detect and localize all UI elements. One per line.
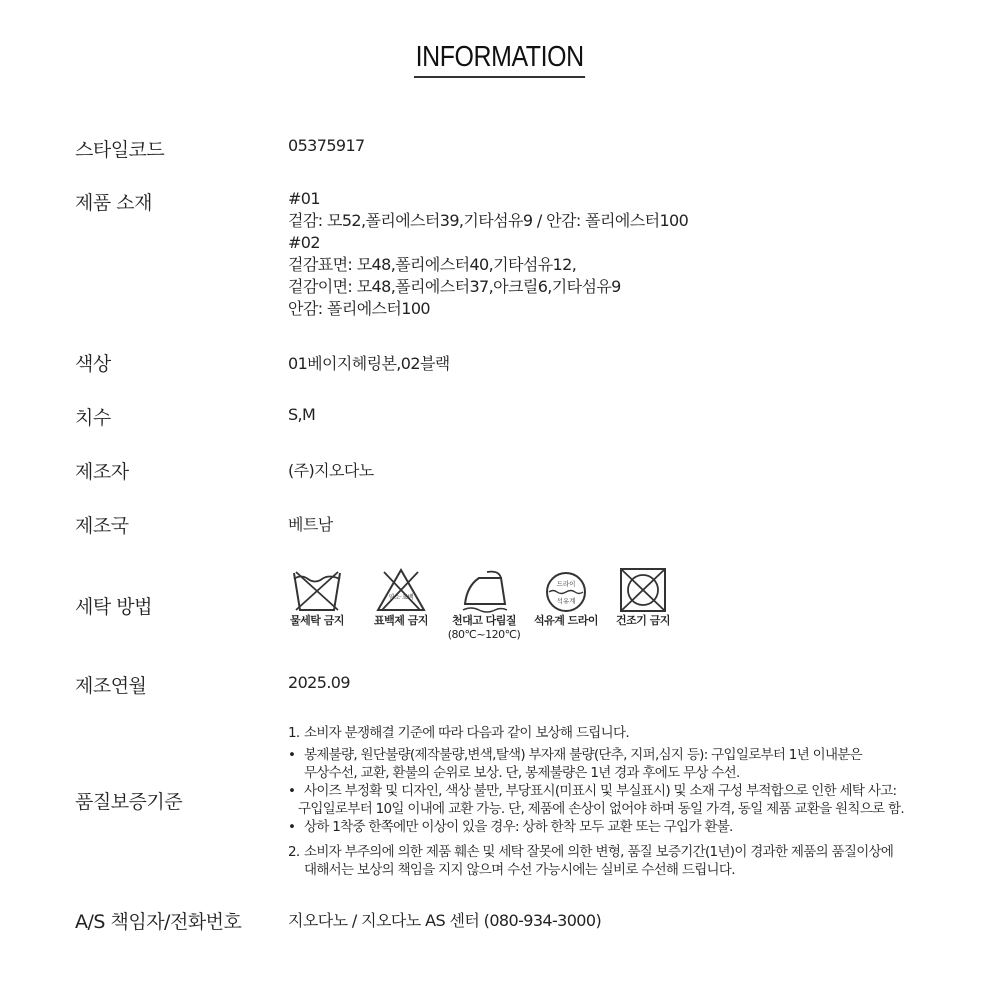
dry-clean-bottom-text: 석유계 [556,597,576,605]
no-wash-icon [290,566,344,614]
as-value: 지오다노 / 지오다노 AS 센터 (080-934-3000) [288,911,602,930]
warranty-line: 봉제불량, 원단불량(제작불량,변색,탈색) 부자재 불량(단추, 지퍼,심지 등): 구입일로부터 1년 이내분은 [304,747,862,763]
material-label: 제품 소재 [75,192,152,214]
page-title: INFORMATION [414,40,585,78]
country-label: 제조국 [75,515,129,537]
warranty-item [288,818,968,836]
care-item-no-wash [276,566,358,648]
style-code-label: 스타일코드 [75,139,165,161]
care-sub-text: (80℃~120℃) [447,628,521,641]
color-label: 색상 [75,353,111,375]
warranty-line: 소비자 부주의에 의한 제품 훼손 및 세탁 잘못에 의한 변형, 품질 보증기간(1년)이 경과한 제품의 품질이상에 [304,844,894,860]
country-value: 베트남 [288,515,333,534]
care-label-text: 석유계 드라이 [533,614,599,627]
warranty-line: 대해서는 보상의 책임을 지지 않으며 수선 가능시에는 실비로 수선해 드립니다. [304,862,735,878]
care-label-text: 표백제 금지 [374,614,428,627]
warranty-text [288,724,968,879]
no-bleach-icon [374,566,428,614]
care-icons [282,566,702,648]
warranty-marker: • [288,747,296,763]
warranty-line: 구입일로부터 10일 이내에 교환 가능. 단, 제품에 손상이 없어야 하며 동일 가격, 동일 제품 교환을 원칙으로 함. [298,801,904,817]
size-label: 치수 [75,407,111,429]
page-title-wrap [0,40,1000,78]
warranty-line: 무상수선, 교환, 환불의 순위로 보상. 단, 봉제불량은 1년 경과 후에도 무상 수선. [304,765,740,781]
dry-clean-top-text: 드라이 [556,580,576,588]
no-bleach-inner-text: 염소·표백 [388,594,414,601]
size-value: S,M [288,405,316,424]
warranty-line: 소비자 분쟁해결 기준에 따라 다음과 같이 보상해 드립니다. [304,725,629,741]
warranty-marker: 1. [288,725,300,741]
warranty-marker: • [288,783,296,799]
warranty-label: 품질보증기준 [75,791,183,813]
no-tumble-dry-icon [616,566,670,614]
warranty-marker: • [288,819,296,835]
iron-icon [457,566,511,614]
dry-clean-icon [539,566,593,614]
material-line: #02 [288,233,320,252]
maker-label: 제조자 [75,461,129,483]
color-value: 01베이지헤링본,02블랙 [288,354,450,373]
material-line: 겉감이면: 모48,폴리에스터37,아크릴6,기타섬유9 [288,277,621,296]
style-code-value: 05375917 [288,136,365,155]
care-label: 세탁 방법 [75,596,152,618]
care-label-text: 천대고 다림질 [451,614,517,627]
date-label: 제조연월 [75,675,147,697]
date-value: 2025.09 [288,673,350,692]
care-item-no-bleach [360,566,442,648]
care-item-dry-clean [525,566,607,648]
care-item-iron [443,566,525,648]
care-item-no-tumble-dry [602,566,684,648]
warranty-item [288,843,968,879]
warranty-item [288,724,968,742]
material-line: 겉감: 모52,폴리에스터39,기타섬유9 / 안감: 폴리에스터100 [288,211,689,230]
as-label: A/S 책임자/전화번호 [75,911,242,933]
material-line: #01 [288,189,320,208]
warranty-line: 상하 1착중 한쪽에만 이상이 있을 경우: 상하 한착 모두 교환 또는 구입가 환불. [304,819,733,835]
maker-value: (주)지오다노 [288,461,374,480]
material-value [288,188,688,320]
warranty-line: 사이즈 부정확 및 디자인, 색상 불만, 부당표시(미표시 및 부실표시) 및 소재 구성 부적합으로 인한 세탁 사고: [304,783,897,799]
warranty-marker: 2. [288,844,300,860]
care-label-text: 물세탁 금지 [290,614,344,627]
material-line: 겉감표면: 모48,폴리에스터40,기타섬유12, [288,255,577,274]
warranty-item [288,782,968,818]
material-line: 안감: 폴리에스터100 [288,299,431,318]
care-label-text: 건조기 금지 [616,614,670,627]
warranty-item [288,746,968,782]
